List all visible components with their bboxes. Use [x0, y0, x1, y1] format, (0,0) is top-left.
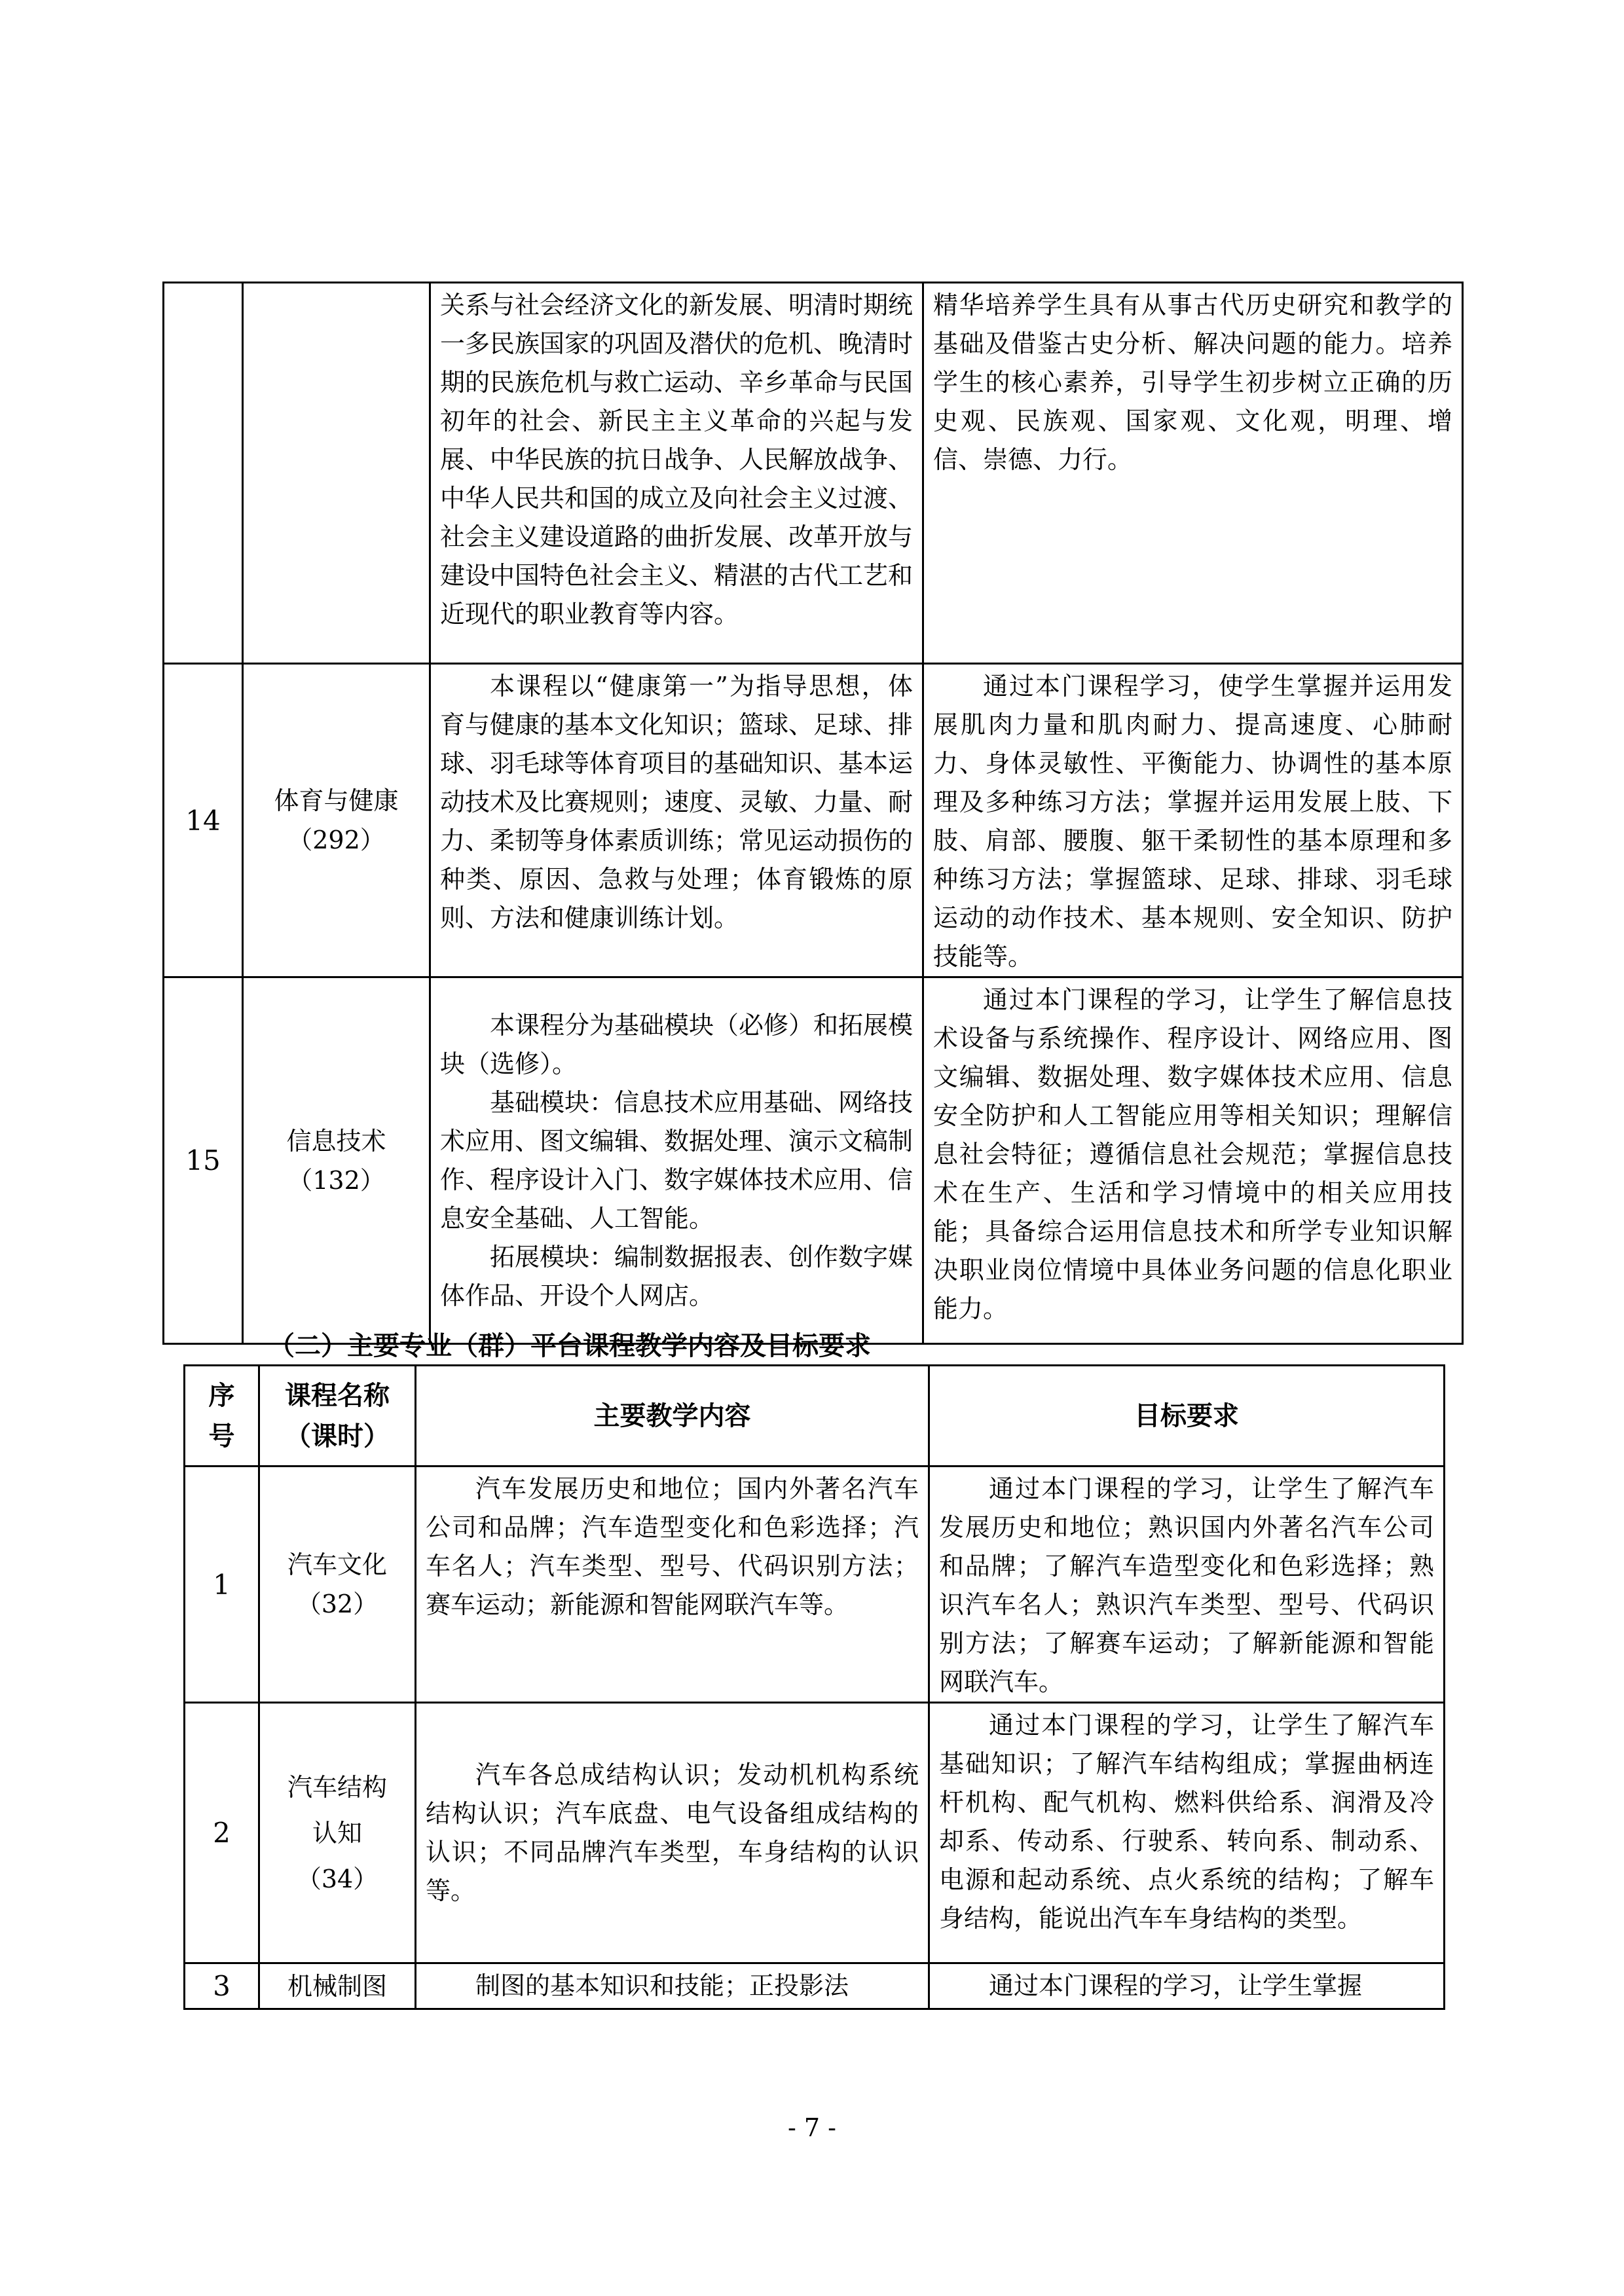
header-course-name: 课程名称 （课时） [259, 1366, 416, 1467]
content-cell [430, 283, 923, 664]
course-name [259, 1703, 416, 1963]
goal-cell [929, 1703, 1445, 1963]
course-hours: （132） [287, 1165, 385, 1195]
row-number: 3 [185, 1963, 259, 2009]
course-name [243, 977, 430, 1344]
content-paragraph: 基础模块：信息技术应用基础、网络技术应用、图文编辑、数据处理、演示文稿制作、程序设计入门、数字媒体技术应用、信息安全基础、人工智能。 [440, 1087, 913, 1233]
content-paragraph: 拓展模块：编制数据报表、创作数字媒体作品、开设个人网店。 [440, 1242, 913, 1310]
course-hours: （292） [287, 826, 385, 854]
table-row [164, 664, 1463, 977]
row-number: 14 [164, 664, 243, 977]
course-name-line: 汽车结构 [287, 1772, 387, 1802]
content-paragraph: 本课程分为基础模块（必修）和拓展模块（选修）。 [440, 1010, 913, 1078]
course-name [259, 1963, 416, 2009]
table-row [185, 1963, 1445, 2009]
content-paragraph: 汽车各总成结构认识；发动机机构系统结构认识；汽车底盘、电气设备组成结构的认识；不同品牌汽车类型，车身结构的认识等。 [426, 1760, 919, 1905]
course-name-line: 信息技术 [286, 1126, 386, 1156]
goal-paragraph: 精华培养学生具有从事古代历史研究和教学的基础及借鉴古史分析、解决问题的能力。培养学生的核心素养，引导学生初步树立正确的历史观、民族观、国家观、文化观，明理、增信、崇德、力行。 [933, 291, 1452, 474]
table-row [185, 1467, 1445, 1703]
goal-cell [929, 1963, 1445, 2009]
course-hours: （32） [296, 1590, 378, 1618]
content-cell [430, 664, 923, 977]
platform-course-table [183, 1364, 1445, 2010]
goal-paragraph: 通过本门课程的学习，让学生了解信息技术设备与系统操作、程序设计、网络应用、图文编辑、数据处理、数字媒体技术应用、信息安全防护和人工智能应用等相关知识；理解信息社会特征；遵循信息社会规范；掌握信息技术在生产、生活和学习情境中的相关应用技能；具备综合运用信息技术和所学专业知识解决职业岗位情境中具体业务问题的信息化职业能力。 [933, 985, 1452, 1323]
row-number: 15 [164, 977, 243, 1344]
course-name [243, 664, 430, 977]
row-number [164, 283, 243, 664]
course-name-line: 机械制图 [287, 1971, 387, 2001]
course-hours: （34） [296, 1864, 378, 1893]
table-row [164, 977, 1463, 1344]
goal-paragraph: 通过本门课程的学习，让学生了解汽车基础知识；了解汽车结构组成；掌握曲柄连杆机构、配气机构、燃料供给系、润滑及冷却系、传动系、行驶系、转向系、制动系、电源和起动系统、点火系统的结构；了解车身结构，能说出汽车车身结构的类型。 [939, 1711, 1434, 1933]
table-row [164, 283, 1463, 664]
section-title: （二）主要专业（群）平台课程教学内容及目标要求 [268, 1330, 871, 1361]
table-row [185, 1703, 1445, 1963]
content-paragraph: 本课程以“健康第一”为指导思想，体育与健康的基本文化知识；篮球、足球、排球、羽毛球等体育项目的基础知识、基本运动技术及比赛规则；速度、灵敏、力量、耐力、柔韧等身体素质训练；常见运动损伤的种类、原因、急救与处理；体育锻炼的原则、方法和健康训练计划。 [440, 672, 913, 932]
course-table-continued [162, 282, 1464, 1345]
course-name-line: 体育与健康 [274, 786, 399, 815]
content-cell [416, 1467, 929, 1703]
course-name [243, 283, 430, 664]
goal-cell [923, 977, 1463, 1344]
course-name-line: 汽车文化 [287, 1550, 387, 1579]
header-content: 主要教学内容 [416, 1366, 929, 1467]
content-cell [416, 1703, 929, 1963]
content-cell [416, 1963, 929, 2009]
content-cell [430, 977, 923, 1344]
goal-paragraph: 通过本门课程的学习，让学生掌握 [989, 1971, 1363, 2000]
course-name [259, 1467, 416, 1703]
content-paragraph: 制图的基本知识和技能；正投影法 [475, 1971, 849, 2000]
goal-cell [929, 1467, 1445, 1703]
goal-cell [923, 283, 1463, 664]
table-header-row [185, 1366, 1445, 1467]
page-number: - 7 - [787, 2113, 836, 2142]
goal-paragraph: 通过本门课程的学习，让学生了解汽车发展历史和地位；熟识国内外著名汽车公司和品牌；了解汽车造型变化和色彩选择；熟识汽车名人；熟识汽车类型、型号、代码识别方法；了解赛车运动；了解新能源和智能网联汽车。 [939, 1474, 1434, 1696]
content-paragraph: 汽车发展历史和地位；国内外著名汽车公司和品牌；汽车造型变化和色彩选择；汽车名人；汽车类型、型号、代码识别方法；赛车运动；新能源和智能网联汽车等。 [426, 1474, 919, 1619]
goal-cell [923, 664, 1463, 977]
content-paragraph: 关系与社会经济文化的新发展、明清时期统一多民族国家的巩固及潜伏的危机、晚清时期的民族危机与救亡运动、辛乡革命与民国初年的社会、新民主主义革命的兴起与发展、中华民族的抗日战争、人民解放战争、中华人民共和国的成立及向社会主义过渡、社会主义建设道路的曲折发展、改革开放与建设中国特色社会主义、精湛的古代工艺和近现代的职业教育等内容。 [440, 291, 913, 629]
header-goal: 目标要求 [929, 1366, 1445, 1467]
row-number: 2 [185, 1703, 259, 1963]
goal-paragraph: 通过本门课程学习，使学生掌握并运用发展肌肉力量和肌肉耐力、提高速度、心肺耐力、身体灵敏性、平衡能力、协调性的基本原理及多种练习方法；掌握并运用发展上肢、下肢、肩部、腰腹、躯干柔韧性的基本原理和多种练习方法；掌握篮球、足球、排球、羽毛球运动的动作技术、基本规则、安全知识、防护技能等。 [933, 672, 1452, 971]
course-name-line: 认知 [312, 1818, 362, 1848]
header-number: 序 号 [185, 1366, 259, 1467]
row-number: 1 [185, 1467, 259, 1703]
